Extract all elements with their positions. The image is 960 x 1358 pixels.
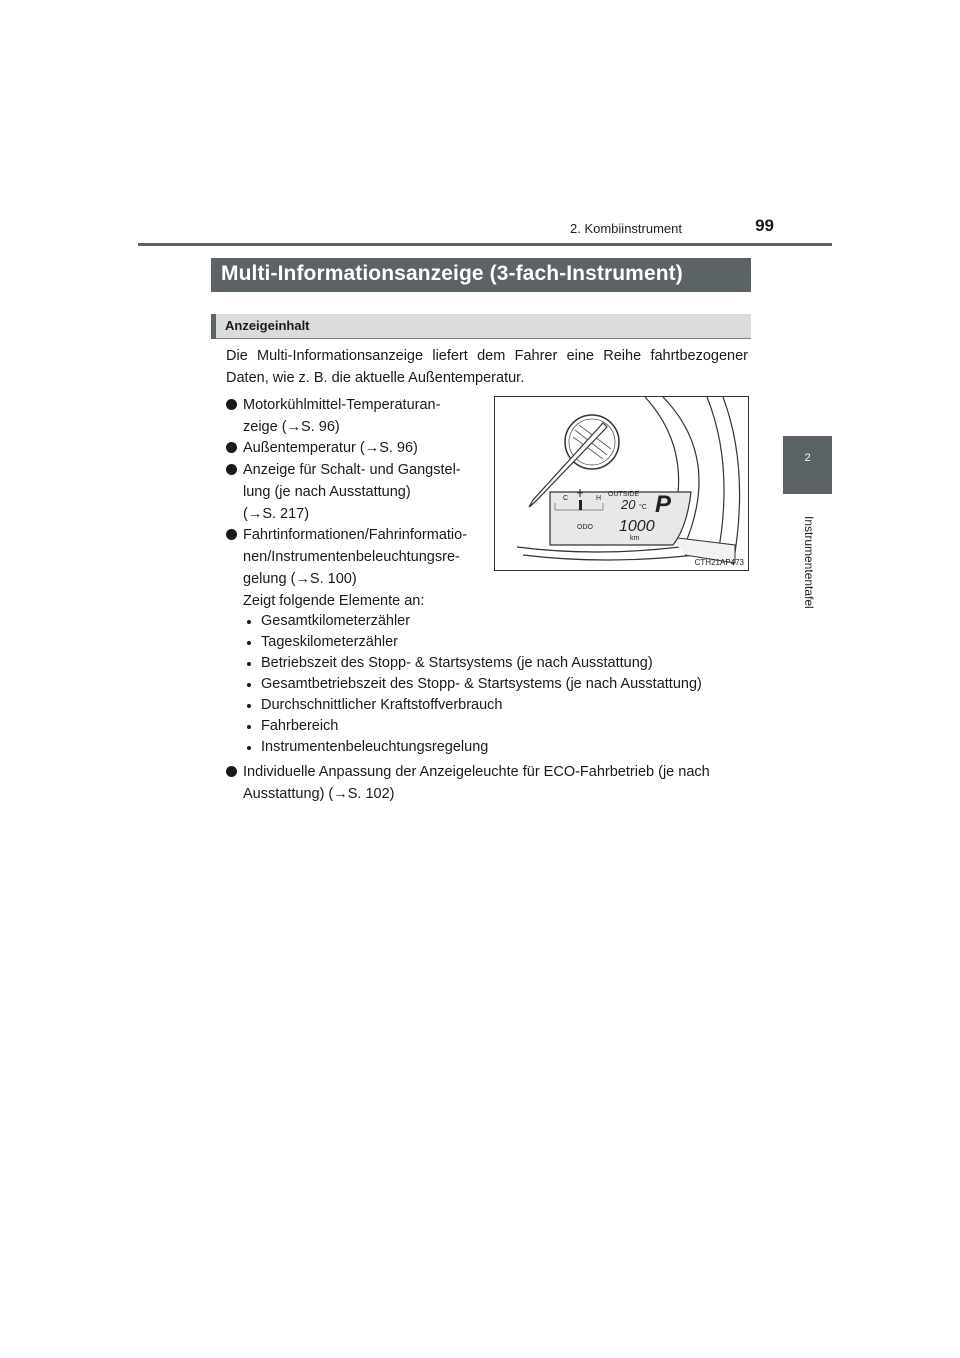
subsection-accent <box>211 314 216 339</box>
bullet-line: Motorkühlmittel-Temperaturan- <box>243 397 441 413</box>
gauge-arc <box>723 397 740 565</box>
sub-list-item: Fahrbereich <box>247 716 702 737</box>
bullet-line: lung (je nach Ausstattung) <box>243 484 411 500</box>
sub-list-item: Gesamtbetriebszeit des Stopp- & Startsystems (je nach Ausstattung) <box>247 674 702 695</box>
section-title: Multi-Informationsanzeige (3-fach-Instrument) <box>221 262 683 285</box>
outside-label: OUTSIDE <box>608 491 640 498</box>
sub-list-item: Betriebszeit des Stopp- & Startsystems (je nach Ausstattung) <box>247 653 702 674</box>
small-bullet-icon <box>247 725 251 729</box>
chapter-tab-number: 2 <box>804 452 811 464</box>
bullet-line: Fahrtinformationen/Fahrinformatio- <box>243 527 468 543</box>
small-bullet-icon <box>247 746 251 750</box>
bezel-line <box>517 547 680 552</box>
outside-temperature: 20 <box>621 497 636 512</box>
chapter-title: 2. Kombiinstrument <box>570 221 682 236</box>
sub-list-item: Tageskilometerzähler <box>247 632 702 653</box>
chapter-side-tab[interactable] <box>783 436 832 494</box>
temp-hot-label: H <box>596 495 602 502</box>
bullet-line: Individuelle Anpassung der Anzeigeleuchte für ECO-Fahrbetrieb (je nach <box>243 764 710 780</box>
subsection-title: Anzeigeinhalt <box>225 318 310 333</box>
page-number: 99 <box>755 216 774 235</box>
sub-list-item: Durchschnittlicher Kraftstoffverbrauch <box>247 695 702 716</box>
bullet-line: zeige (→S. 96) <box>243 419 340 435</box>
sub-list-intro: Zeigt folgende Elemente an: <box>243 593 425 609</box>
bullet-line: (→S. 217) <box>243 506 310 522</box>
bullet-line: gelung (→S. 100) <box>243 571 357 587</box>
bullet-icon <box>226 442 237 453</box>
intro-paragraph: Die Multi-Informationsanzeige liefert dem Fahrer eine Reihe fahrtbezogener Daten, wie z. B. die aktuelle Außentemperatur. <box>226 348 748 386</box>
small-bullet-icon <box>247 641 251 645</box>
temp-cold-label: C <box>563 495 569 502</box>
small-bullet-icon <box>247 620 251 624</box>
instrument-cluster-illustration <box>495 397 749 571</box>
temp-gauge-bar <box>579 500 582 510</box>
bullet-icon <box>226 399 237 410</box>
section-title-bar <box>211 258 751 292</box>
temperature-unit: °C <box>639 504 647 511</box>
subsection-bar <box>211 314 751 339</box>
sub-list-item: Gesamtkilometerzähler <box>247 611 702 632</box>
bullet-icon <box>226 766 237 777</box>
small-bullet-icon <box>247 704 251 708</box>
bullet-line: nen/Instrumentenbeleuchtungsre- <box>243 549 460 565</box>
bullet-icon <box>226 529 237 540</box>
bullet-line: Außentemperatur (→S. 96) <box>243 440 418 456</box>
odometer-value: 1000 <box>619 518 655 535</box>
instrument-cluster-figure <box>494 396 749 571</box>
bullet-line: Ausstattung) (→S. 102) <box>243 786 395 802</box>
sub-list <box>247 611 702 758</box>
bullet-icon <box>226 464 237 475</box>
chapter-side-label: Instrumententafel <box>802 516 816 609</box>
small-bullet-icon <box>247 662 251 666</box>
sub-list-item: Instrumentenbeleuchtungsregelung <box>247 737 702 758</box>
bullet-line: Anzeige für Schalt- und Gangstel- <box>243 462 461 478</box>
figure-code: CTH21AP473 <box>694 558 744 567</box>
gear-position: P <box>655 491 672 518</box>
odometer-label: ODO <box>577 524 593 531</box>
small-bullet-icon <box>247 683 251 687</box>
odometer-unit: km <box>630 535 640 542</box>
gauge-arc <box>707 397 724 559</box>
header-rule <box>138 243 832 246</box>
